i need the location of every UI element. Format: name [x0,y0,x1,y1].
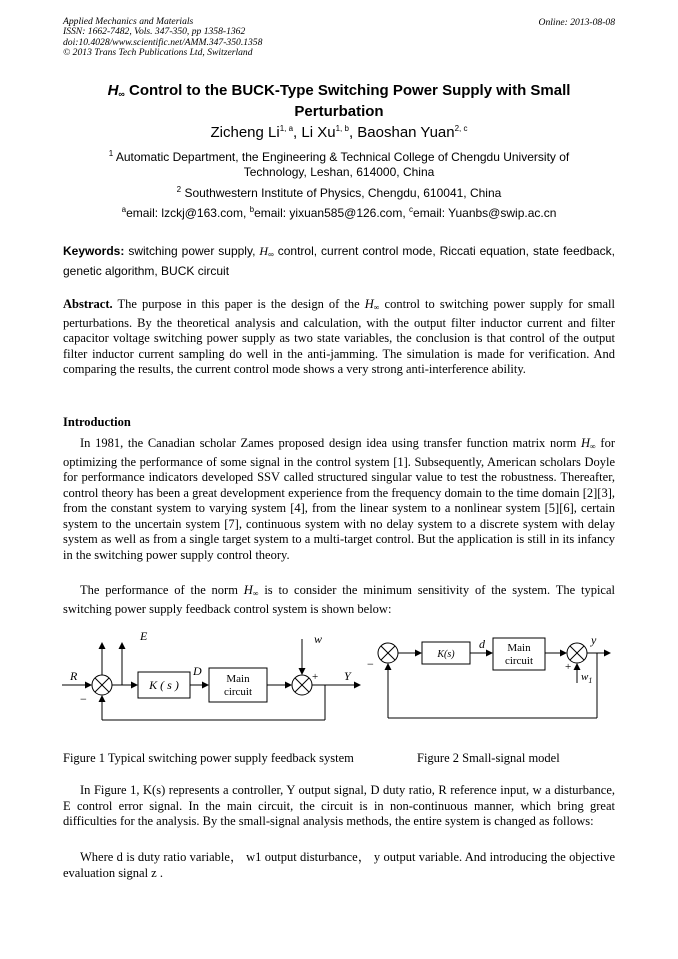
fig2-label-d: d [479,637,485,651]
title-line1: Control to the BUCK-Type Switching Power Supply with Small [124,82,571,99]
copyright-line: © 2013 Trans Tech Publications Ltd, Switzerland [63,47,253,59]
keywords-hsub: ∞ [268,250,274,259]
email-c: email: Yuanbs@swip.ac.cn [413,206,557,220]
fig1-minus: − [80,692,87,706]
aff1-line2: Technology, Leshan, 614000, China [243,165,435,179]
abstract-hsub: ∞ [373,303,380,312]
doi-line: doi:10.4028/www.scientific.net/AMM.347-350.1358 [63,36,263,48]
abstract-part1: The purpose in this paper is the design of the [112,297,365,311]
author-sep: , [348,124,358,141]
intro-p2hsub: ∞ [252,589,259,598]
intro-p2b: is to consider the minimum sensitivity of the system. The typical switching power supply feedback control system is shown below: [63,583,615,616]
body-paragraph-4: Where d is duty ratio variable， w1 output disturbance， y output variable. And introducing the objective evaluation signal z . [63,850,615,880]
fig2-w-sub: 1 [588,676,593,685]
email-b: email: yixuan585@126.com, [254,206,410,220]
abstract [63,297,615,378]
email-a-sup: a [121,205,127,214]
aff2-text: Southwestern Institute of Physics, Chengdu, 610041, China [181,186,502,200]
email-b-sup: b [249,205,255,214]
figure-1-caption: Figure 1 Typical switching power supply feedback system [63,751,354,765]
paper-title [63,82,615,121]
journal-header [63,17,262,59]
fig2-label-w1 [581,671,592,685]
author-sep: , [293,124,302,141]
aff1-sup: 1 [108,149,114,158]
keywords [63,243,615,280]
journal-name: Applied Mechanics and Materials [63,16,194,27]
body-paragraph-3: In Figure 1, K(s) represents a controller, Y output signal, D duty ratio, R reference input, w a disturbance, E control error signal. In the main circuit, the circuit is in non-continuous manner, which bring great difficulties for the analysis. By the small-signal analysis methods, the entire system is changed as follows: [63,783,615,828]
email-c-sup: c [409,205,414,214]
figure-2-diagram [365,628,615,728]
author-list [63,124,615,141]
author-1: Zicheng Li [210,124,280,141]
title-h-sub: ∞ [118,89,125,99]
intro-p1a: In 1981, the Canadian scholar Zames proposed design idea using transfer function matrix norm [80,436,582,450]
fig1-label-D: D [193,664,202,678]
figure-2-caption: Figure 2 Small-signal model [417,751,560,765]
fig1-label-w: w [314,632,323,646]
abstract-label: Abstract. [63,297,113,311]
intro-paragraph-1 [63,436,615,563]
fig2-main-line1: Main [507,642,531,654]
intro-p2a: The performance of the norm [80,583,244,597]
fig2-label-y: y [591,633,597,647]
fig2-w: w [581,671,589,683]
intro-p1h: H [581,436,591,450]
fig2-minus: − [367,657,374,671]
keywords-part2: control, current control mode, Riccati equation, state feedback, genetic algorithm, BUCK circuit [63,244,615,278]
issn-line: ISSN: 1662-7482, Vols. 347-350, pp 1358-1362 [63,26,246,38]
fig1-plus: + [312,671,319,683]
intro-p2h: H [243,583,253,597]
keywords-label: Keywords: [63,244,125,258]
online-date: Online: 2013-08-08 [538,17,615,28]
fig1-block-K: K ( s ) [149,678,179,692]
aff2-sup: 2 [176,185,182,194]
intro-p1hsub: ∞ [590,442,596,451]
author-1-sup: 1, a [279,124,294,133]
fig1-label-Y: Y [344,669,351,683]
intro-paragraph-2 [63,583,615,617]
intro-p1b: for optimizing the performance of some signal in the control system [1]. Subsequently, American scholars Doyle for performance indicators developed SSV called structured singular value to test the robustness. Thereafter, control theory has been a great development experience from the frequency domain to the time domain [2][3], from the constant system to varying system [4], from the linear system to a nonlinear system [5][6], certain system to the uncertain system [7], continuous system with no delay system to a discrete system with delay system as well as from a single target system to a multi-target control. But the application is still in its infancy in the switching power supply control theory. [63,436,615,562]
keywords-h: H [259,244,269,258]
fig2-main-line2: circuit [504,655,534,667]
fig1-main-line2: circuit [223,686,253,698]
affiliation-1 [63,150,615,180]
fig1-main-line1: Main [226,673,250,685]
intro-heading: Introduction [63,415,131,429]
author-3-sup: 2, c [454,124,468,133]
fig2-plus: + [565,661,572,673]
aff1-line1: Automatic Department, the Engineering & Technical College of Chengdu University of [113,150,570,164]
fig1-label-E: E [140,629,148,643]
author-2: Li Xu [301,124,336,141]
title-line2: Perturbation [294,103,384,120]
fig1-label-R: R [70,669,78,683]
abstract-part2: control to switching power supply for small perturbations. By the theoretical analysis and calculation, with the output filter inductor current and filter capacitor voltage switching power supply as two state variables, the conclusion is that control of the output filter inductor current sampling do well in the anti-jamming. The simulation is made for verification. And comparing the results, the current control mode shows a very strong anti-interference ability. [63,297,615,376]
affiliation-2 [63,186,615,201]
email-a: email: lzckj@163.com, [126,206,250,220]
title-h-symbol: H [107,82,119,99]
abstract-h: H [364,297,374,311]
email-line [63,206,615,221]
keywords-part1: switching power supply, [124,244,260,258]
figure-1-diagram [60,625,380,730]
fig2-block-K: K(s) [437,649,455,660]
author-3: Baoshan Yuan [357,124,455,141]
author-2-sup: 1, b [335,124,349,133]
